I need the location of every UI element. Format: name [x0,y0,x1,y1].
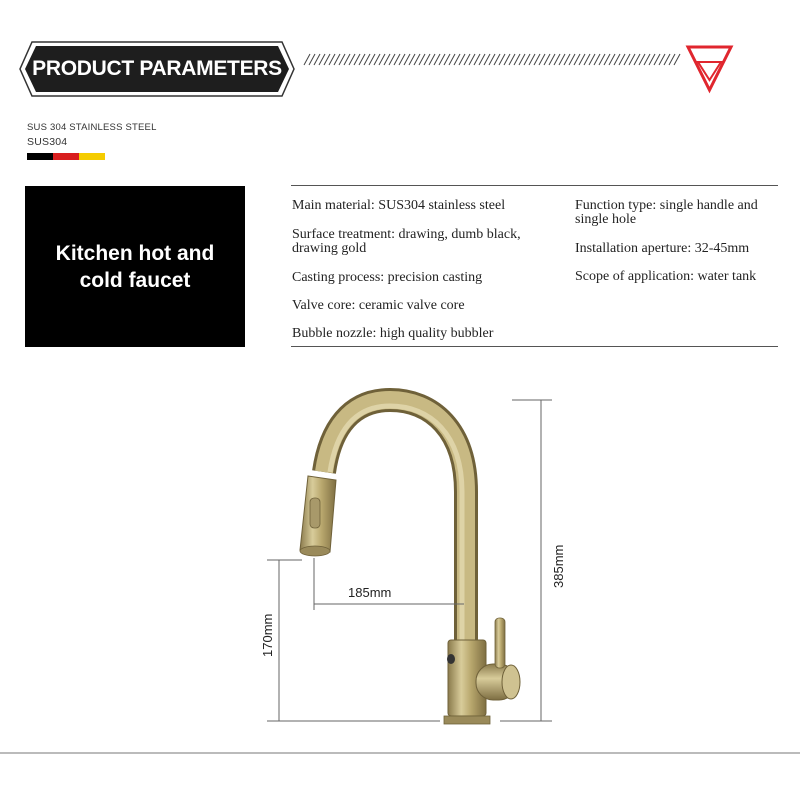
faucet-diagram [0,380,800,800]
material-caption: SUS 304 STAINLESS STEEL [27,122,157,133]
flag-stripe-red [53,153,79,160]
spout-height-dimension-label: 170mm [260,613,275,657]
flag-stripe-yellow [79,153,105,160]
spec-valve-core: Valve core: ceramic valve core [292,298,465,313]
hatched-divider [304,54,680,65]
faucet-image [300,400,520,724]
section-title: PRODUCT PARAMETERS [32,57,282,80]
flag-stripe-black [27,153,53,160]
spec-top-rule [291,185,778,186]
spec-function-type: Function type: single handle and single hole [575,198,758,227]
spec-bubble-nozzle: Bubble nozzle: high quality bubbler [292,326,494,341]
spec-installation-aperture: Installation aperture: 32-45mm [575,241,750,256]
height-dimension-label: 385mm [551,544,566,588]
spec-scope-of-application: Scope of application: water tank [575,269,757,284]
reach-dimension-label: 185mm [348,585,392,600]
triangle-down-icon [688,47,731,90]
spec-main-material: Main material: SUS304 stainless steel [292,198,506,213]
product-title-box [25,186,245,347]
material-code: SUS304 [27,136,68,148]
product-name: Kitchen hot and cold faucet [55,241,215,292]
spec-casting-process: Casting process: precision casting [292,270,483,285]
spec-bottom-rule [291,346,778,347]
spec-surface-treatment: Surface treatment: drawing, dumb black, drawing gold [292,227,521,256]
